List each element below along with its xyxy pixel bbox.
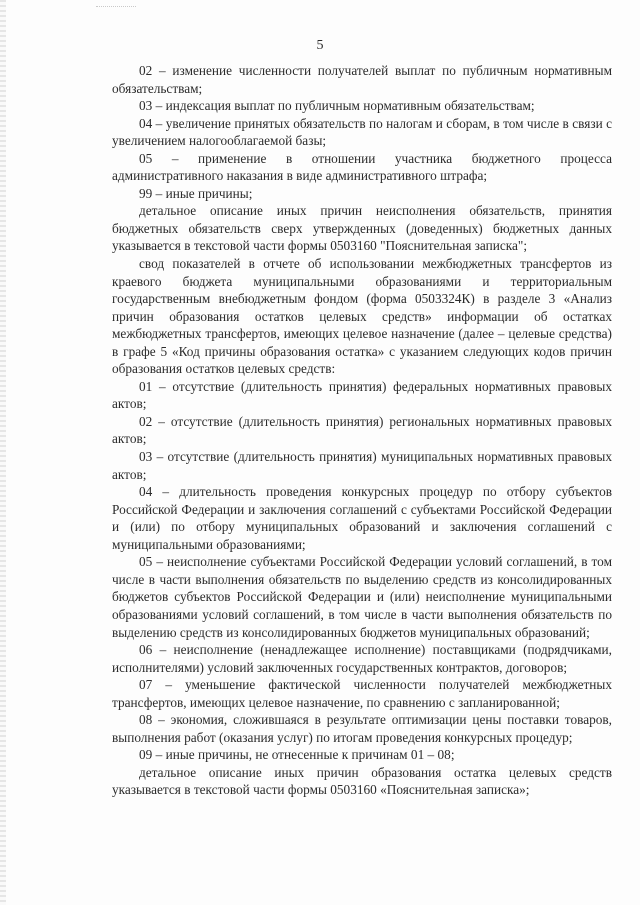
paragraph: 05 – неисполнение субъектами Российской Федерации условий соглашений, в том числе в части выполнения обязательств по выделению средств из консолидированных бюджетов субъектов Российской Федерации и (или) неисполнение муниципальными образованиями условий соглашений, в том числе в части выполнения обязательств по выделению средств из консолидированных бюджетов муниципальных образований; bbox=[112, 554, 612, 640]
paragraph: 03 – индексация выплат по публичным нормативным обязательствам; bbox=[139, 98, 535, 114]
paragraph: детальное описание иных причин образования остатка целевых средств указывается в текстовой части формы 0503160 «Пояснительная записка»; bbox=[112, 764, 612, 798]
paragraph: 04 – длительность проведения конкурсных процедур по отбору субъектов Российской Федерации и заключения соглашений с субъектами Российской Федерации и (или) по отбору муниципальных образований и заключения соглашений с муниципальными образованиями; bbox=[112, 484, 612, 552]
paragraph: 05 – применение в отношении участника бюджетного процесса административного наказания в виде административного штрафа; bbox=[112, 150, 612, 184]
page-number: 5 bbox=[316, 38, 324, 53]
paragraph: 02 – отсутствие (длительность принятия) региональных нормативных правовых актов; bbox=[112, 413, 612, 447]
body-text bbox=[112, 62, 612, 799]
paragraph: свод показателей в отчете об использовании межбюджетных трансфертов из краевого бюджета муниципальными образованиями и территориальным государственным внебюджетным фондом (форма 0503324К) в разделе 3 «Анализ причин образования остатков целевых средств» информации об остатках межбюджетных трансфертов, имеющих целевое назначение (далее – целевые средства) в графе 5 «Код причины образования остатка» с указанием следующих кодов причин образования остатков целевых средств: bbox=[112, 256, 612, 377]
paragraph: 04 – увеличение принятых обязательств по налогам и сборам, в том числе в связи с увеличением налогооблагаемой базы; bbox=[112, 115, 612, 149]
paragraph: 01 – отсутствие (длительность принятия) федеральных нормативных правовых актов; bbox=[112, 378, 612, 412]
paragraph: 03 – отсутствие (длительность принятия) муниципальных нормативных правовых актов; bbox=[112, 449, 612, 482]
scan-mark bbox=[96, 6, 136, 15]
paragraph: 07 – уменьшение фактической численности получателей межбюджетных трансфертов, имеющих целевое назначение, по сравнению с запланированной; bbox=[112, 677, 612, 710]
paragraph: 08 – экономия, сложившаяся в результате оптимизации цены поставки товаров, выполнения работ (оказания услуг) по итогам проведения конкурсных процедур; bbox=[112, 712, 612, 745]
paragraph: 06 – неисполнение (ненадлежащее исполнение) поставщиками (подрядчиками, исполнителями) условий заключенных государственных контрактов, договоров; bbox=[112, 642, 612, 675]
paragraph: 99 – иные причины; bbox=[139, 185, 253, 201]
paragraph: 09 – иные причины, не отнесенные к причинам 01 – 08; bbox=[139, 747, 455, 763]
paragraph: детальное описание иных причин неисполнения обязательств, принятия бюджетных обязательств сверх утвержденных (доведенных) бюджетных данных указывается в текстовой части формы 0503160 "Пояснительная записка"; bbox=[112, 203, 612, 254]
scan-edge bbox=[0, 0, 6, 905]
paragraph: 02 – изменение численности получателей выплат по публичным нормативным обязательствам; bbox=[112, 63, 612, 96]
